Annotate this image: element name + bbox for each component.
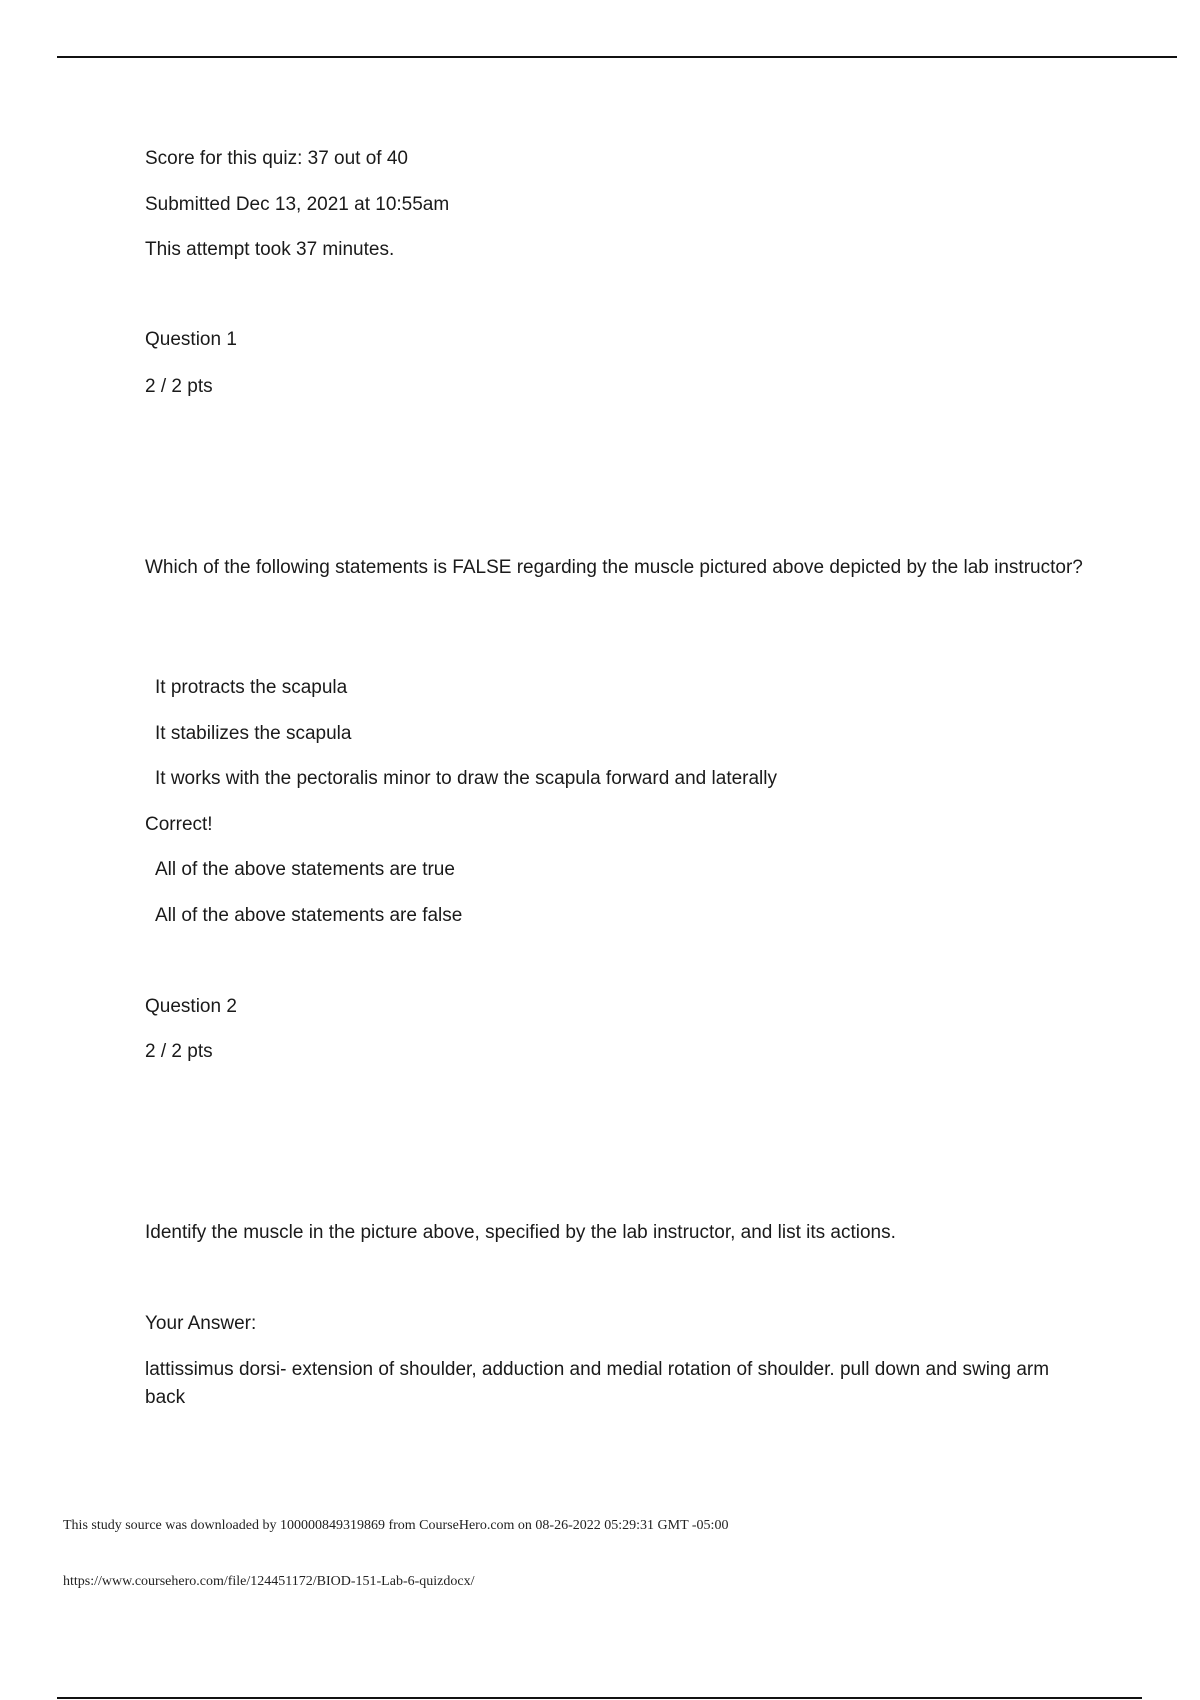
question-1-points: 2 / 2 pts (145, 376, 213, 397)
question-1-option-2[interactable]: It stabilizes the scapula (155, 723, 352, 744)
source-url[interactable]: https://www.coursehero.com/file/124451172/BIOD-151-Lab-6-quizdocx/ (63, 1574, 475, 1589)
answer-label: Your Answer: (145, 1313, 257, 1334)
question-1-option-5[interactable]: All of the above statements are false (155, 905, 463, 926)
question-1-option-4[interactable]: All of the above statements are true (155, 859, 455, 880)
question-2-prompt: Identify the muscle in the picture above, specified by the lab instructor, and list its actions. (145, 1222, 896, 1243)
question-2-title: Question 2 (145, 996, 237, 1017)
quiz-score: Score for this quiz: 37 out of 40 (145, 148, 408, 169)
question-1-option-1[interactable]: It protracts the scapula (155, 677, 348, 698)
answer-text: lattissimus dorsi- extension of shoulder, adduction and medial rotation of shoulder. pull down and swing arm back (145, 1359, 1050, 1408)
question-2-points: 2 / 2 pts (145, 1041, 213, 1062)
question-1-prompt: Which of the following statements is FALSE regarding the muscle pictured above depicted by the lab instructor? (145, 557, 1083, 578)
download-notice: This study source was downloaded by 100000849319869 from CourseHero.com on 08-26-2022 05:29:31 GMT -05:00 (63, 1518, 729, 1533)
attempt-duration: This attempt took 37 minutes. (145, 239, 395, 260)
question-1-title: Question 1 (145, 329, 237, 350)
correct-feedback: Correct! (145, 814, 213, 835)
submission-time: Submitted Dec 13, 2021 at 10:55am (145, 194, 450, 215)
bottom-rule (57, 1697, 1142, 1699)
question-1-option-3[interactable]: It works with the pectoralis minor to draw the scapula forward and laterally (155, 768, 777, 789)
top-rule (57, 56, 1177, 58)
